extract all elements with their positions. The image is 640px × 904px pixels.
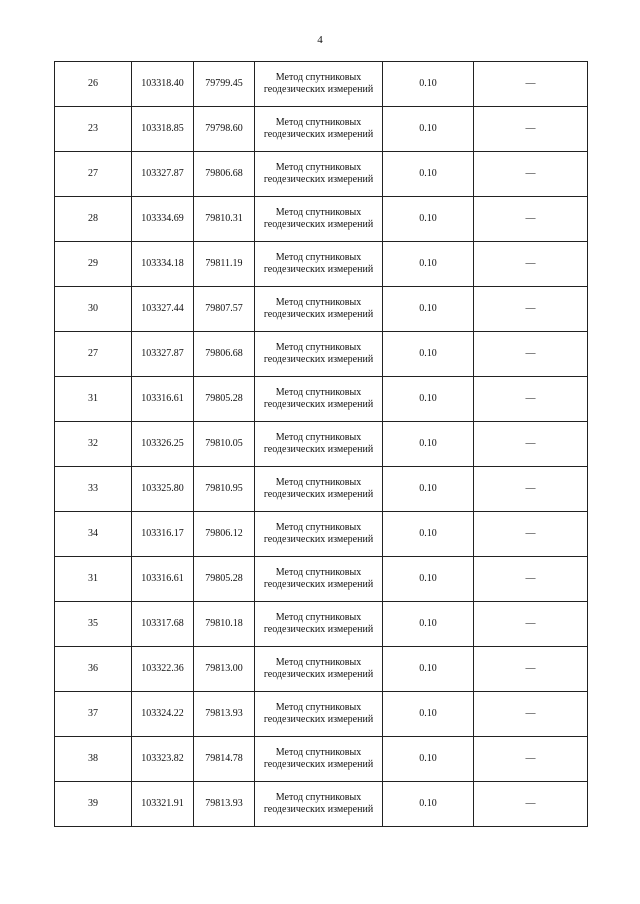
- table-row: [55, 467, 588, 512]
- table-row: [55, 242, 588, 287]
- table-row: [55, 512, 588, 557]
- method-cell: [255, 692, 383, 737]
- method-text-line-2: геодезических измерений: [263, 624, 374, 635]
- method-cell: [255, 197, 383, 242]
- note-cell: —: [474, 512, 588, 557]
- note-cell: —: [474, 422, 588, 467]
- point-number-cell: 31: [55, 557, 132, 602]
- accuracy-cell: 0.10: [383, 737, 474, 782]
- method-cell: [255, 332, 383, 377]
- accuracy-cell: 0.10: [383, 377, 474, 422]
- note-cell: —: [474, 197, 588, 242]
- method-text-line-2: геодезических измерений: [263, 219, 374, 230]
- x-coordinate-cell: 103327.87: [132, 152, 194, 197]
- accuracy-cell: 0.10: [383, 602, 474, 647]
- method-text-line-2: геодезических измерений: [263, 579, 374, 590]
- y-coordinate-cell: 79805.28: [194, 377, 255, 422]
- method-cell: [255, 782, 383, 827]
- note-cell: —: [474, 332, 588, 377]
- x-coordinate-cell: 103327.87: [132, 332, 194, 377]
- accuracy-cell: 0.10: [383, 62, 474, 107]
- note-cell: —: [474, 62, 588, 107]
- accuracy-cell: 0.10: [383, 332, 474, 377]
- note-cell: —: [474, 737, 588, 782]
- accuracy-cell: 0.10: [383, 557, 474, 602]
- method-text-line-2: геодезических измерений: [263, 444, 374, 455]
- x-coordinate-cell: 103334.69: [132, 197, 194, 242]
- y-coordinate-cell: 79806.12: [194, 512, 255, 557]
- table-row: [55, 107, 588, 152]
- point-number-cell: 28: [55, 197, 132, 242]
- method-text-line-1: Метод спутниковых: [275, 117, 362, 128]
- method-text-line-1: Метод спутниковых: [275, 252, 362, 263]
- method-cell: [255, 62, 383, 107]
- method-text-line-1: Метод спутниковых: [275, 162, 362, 173]
- accuracy-cell: 0.10: [383, 467, 474, 512]
- point-number-cell: 35: [55, 602, 132, 647]
- method-text-line-1: Метод спутниковых: [275, 567, 362, 578]
- method-cell: [255, 107, 383, 152]
- method-text-line-2: геодезических измерений: [263, 309, 374, 320]
- coordinates-table: [54, 61, 588, 827]
- method-text-line-2: геодезических измерений: [263, 714, 374, 725]
- table-row: [55, 422, 588, 467]
- method-text-line-1: Метод спутниковых: [275, 792, 362, 803]
- method-text-line-2: геодезических измерений: [263, 804, 374, 815]
- method-text-line-2: геодезических измерений: [263, 129, 374, 140]
- note-cell: —: [474, 242, 588, 287]
- accuracy-cell: 0.10: [383, 512, 474, 557]
- point-number-cell: 32: [55, 422, 132, 467]
- y-coordinate-cell: 79806.68: [194, 332, 255, 377]
- x-coordinate-cell: 103316.17: [132, 512, 194, 557]
- point-number-cell: 33: [55, 467, 132, 512]
- method-text-line-1: Метод спутниковых: [275, 342, 362, 353]
- y-coordinate-cell: 79810.95: [194, 467, 255, 512]
- x-coordinate-cell: 103323.82: [132, 737, 194, 782]
- y-coordinate-cell: 79799.45: [194, 62, 255, 107]
- accuracy-cell: 0.10: [383, 692, 474, 737]
- y-coordinate-cell: 79814.78: [194, 737, 255, 782]
- method-text-line-2: геодезических измерений: [263, 174, 374, 185]
- method-text-line-1: Метод спутниковых: [275, 747, 362, 758]
- x-coordinate-cell: 103321.91: [132, 782, 194, 827]
- method-cell: [255, 737, 383, 782]
- note-cell: —: [474, 557, 588, 602]
- table-row: [55, 557, 588, 602]
- note-cell: —: [474, 602, 588, 647]
- x-coordinate-cell: 103316.61: [132, 377, 194, 422]
- table-row: [55, 62, 588, 107]
- x-coordinate-cell: 103316.61: [132, 557, 194, 602]
- y-coordinate-cell: 79798.60: [194, 107, 255, 152]
- table-row: [55, 692, 588, 737]
- y-coordinate-cell: 79807.57: [194, 287, 255, 332]
- point-number-cell: 29: [55, 242, 132, 287]
- method-text-line-2: геодезических измерений: [263, 759, 374, 770]
- method-text-line-1: Метод спутниковых: [275, 297, 362, 308]
- table-row: [55, 782, 588, 827]
- method-cell: [255, 647, 383, 692]
- method-text-line-1: Метод спутниковых: [275, 72, 362, 83]
- method-text-line-2: геодезических измерений: [263, 669, 374, 680]
- method-text-line-1: Метод спутниковых: [275, 432, 362, 443]
- point-number-cell: 27: [55, 152, 132, 197]
- method-text-line-2: геодезических измерений: [263, 264, 374, 275]
- method-cell: [255, 557, 383, 602]
- y-coordinate-cell: 79805.28: [194, 557, 255, 602]
- accuracy-cell: 0.10: [383, 647, 474, 692]
- method-cell: [255, 602, 383, 647]
- table-body: [55, 62, 588, 827]
- method-cell: [255, 512, 383, 557]
- method-text-line-2: геодезических измерений: [263, 399, 374, 410]
- method-cell: [255, 287, 383, 332]
- table-row: [55, 197, 588, 242]
- method-cell: [255, 377, 383, 422]
- method-text-line-1: Метод спутниковых: [275, 477, 362, 488]
- accuracy-cell: 0.10: [383, 152, 474, 197]
- x-coordinate-cell: 103322.36: [132, 647, 194, 692]
- y-coordinate-cell: 79806.68: [194, 152, 255, 197]
- point-number-cell: 30: [55, 287, 132, 332]
- method-cell: [255, 422, 383, 467]
- table-row: [55, 287, 588, 332]
- table-row: [55, 602, 588, 647]
- y-coordinate-cell: 79813.00: [194, 647, 255, 692]
- y-coordinate-cell: 79810.05: [194, 422, 255, 467]
- accuracy-cell: 0.10: [383, 287, 474, 332]
- x-coordinate-cell: 103317.68: [132, 602, 194, 647]
- y-coordinate-cell: 79813.93: [194, 782, 255, 827]
- y-coordinate-cell: 79810.31: [194, 197, 255, 242]
- point-number-cell: 37: [55, 692, 132, 737]
- method-text-line-2: геодезических измерений: [263, 84, 374, 95]
- point-number-cell: 26: [55, 62, 132, 107]
- note-cell: —: [474, 152, 588, 197]
- method-text-line-2: геодезических измерений: [263, 354, 374, 365]
- method-text-line-1: Метод спутниковых: [275, 657, 362, 668]
- note-cell: —: [474, 647, 588, 692]
- point-number-cell: 39: [55, 782, 132, 827]
- note-cell: —: [474, 782, 588, 827]
- accuracy-cell: 0.10: [383, 197, 474, 242]
- y-coordinate-cell: 79811.19: [194, 242, 255, 287]
- note-cell: —: [474, 467, 588, 512]
- table-row: [55, 647, 588, 692]
- method-text-line-2: геодезических измерений: [263, 489, 374, 500]
- method-text-line-2: геодезических измерений: [263, 534, 374, 545]
- table-row: [55, 377, 588, 422]
- point-number-cell: 23: [55, 107, 132, 152]
- x-coordinate-cell: 103327.44: [132, 287, 194, 332]
- x-coordinate-cell: 103318.40: [132, 62, 194, 107]
- method-text-line-1: Метод спутниковых: [275, 612, 362, 623]
- table-row: [55, 737, 588, 782]
- x-coordinate-cell: 103324.22: [132, 692, 194, 737]
- method-text-line-1: Метод спутниковых: [275, 207, 362, 218]
- accuracy-cell: 0.10: [383, 242, 474, 287]
- point-number-cell: 27: [55, 332, 132, 377]
- method-text-line-1: Метод спутниковых: [275, 387, 362, 398]
- method-cell: [255, 467, 383, 512]
- table-row: [55, 152, 588, 197]
- note-cell: —: [474, 287, 588, 332]
- method-cell: [255, 152, 383, 197]
- note-cell: —: [474, 377, 588, 422]
- method-cell: [255, 242, 383, 287]
- note-cell: —: [474, 692, 588, 737]
- accuracy-cell: 0.10: [383, 107, 474, 152]
- method-text-line-1: Метод спутниковых: [275, 702, 362, 713]
- x-coordinate-cell: 103334.18: [132, 242, 194, 287]
- accuracy-cell: 0.10: [383, 782, 474, 827]
- method-text-line-1: Метод спутниковых: [275, 522, 362, 533]
- x-coordinate-cell: 103326.25: [132, 422, 194, 467]
- point-number-cell: 31: [55, 377, 132, 422]
- point-number-cell: 36: [55, 647, 132, 692]
- x-coordinate-cell: 103325.80: [132, 467, 194, 512]
- page-number: 4: [317, 34, 323, 46]
- note-cell: —: [474, 107, 588, 152]
- y-coordinate-cell: 79813.93: [194, 692, 255, 737]
- accuracy-cell: 0.10: [383, 422, 474, 467]
- point-number-cell: 34: [55, 512, 132, 557]
- point-number-cell: 38: [55, 737, 132, 782]
- x-coordinate-cell: 103318.85: [132, 107, 194, 152]
- y-coordinate-cell: 79810.18: [194, 602, 255, 647]
- table-row: [55, 332, 588, 377]
